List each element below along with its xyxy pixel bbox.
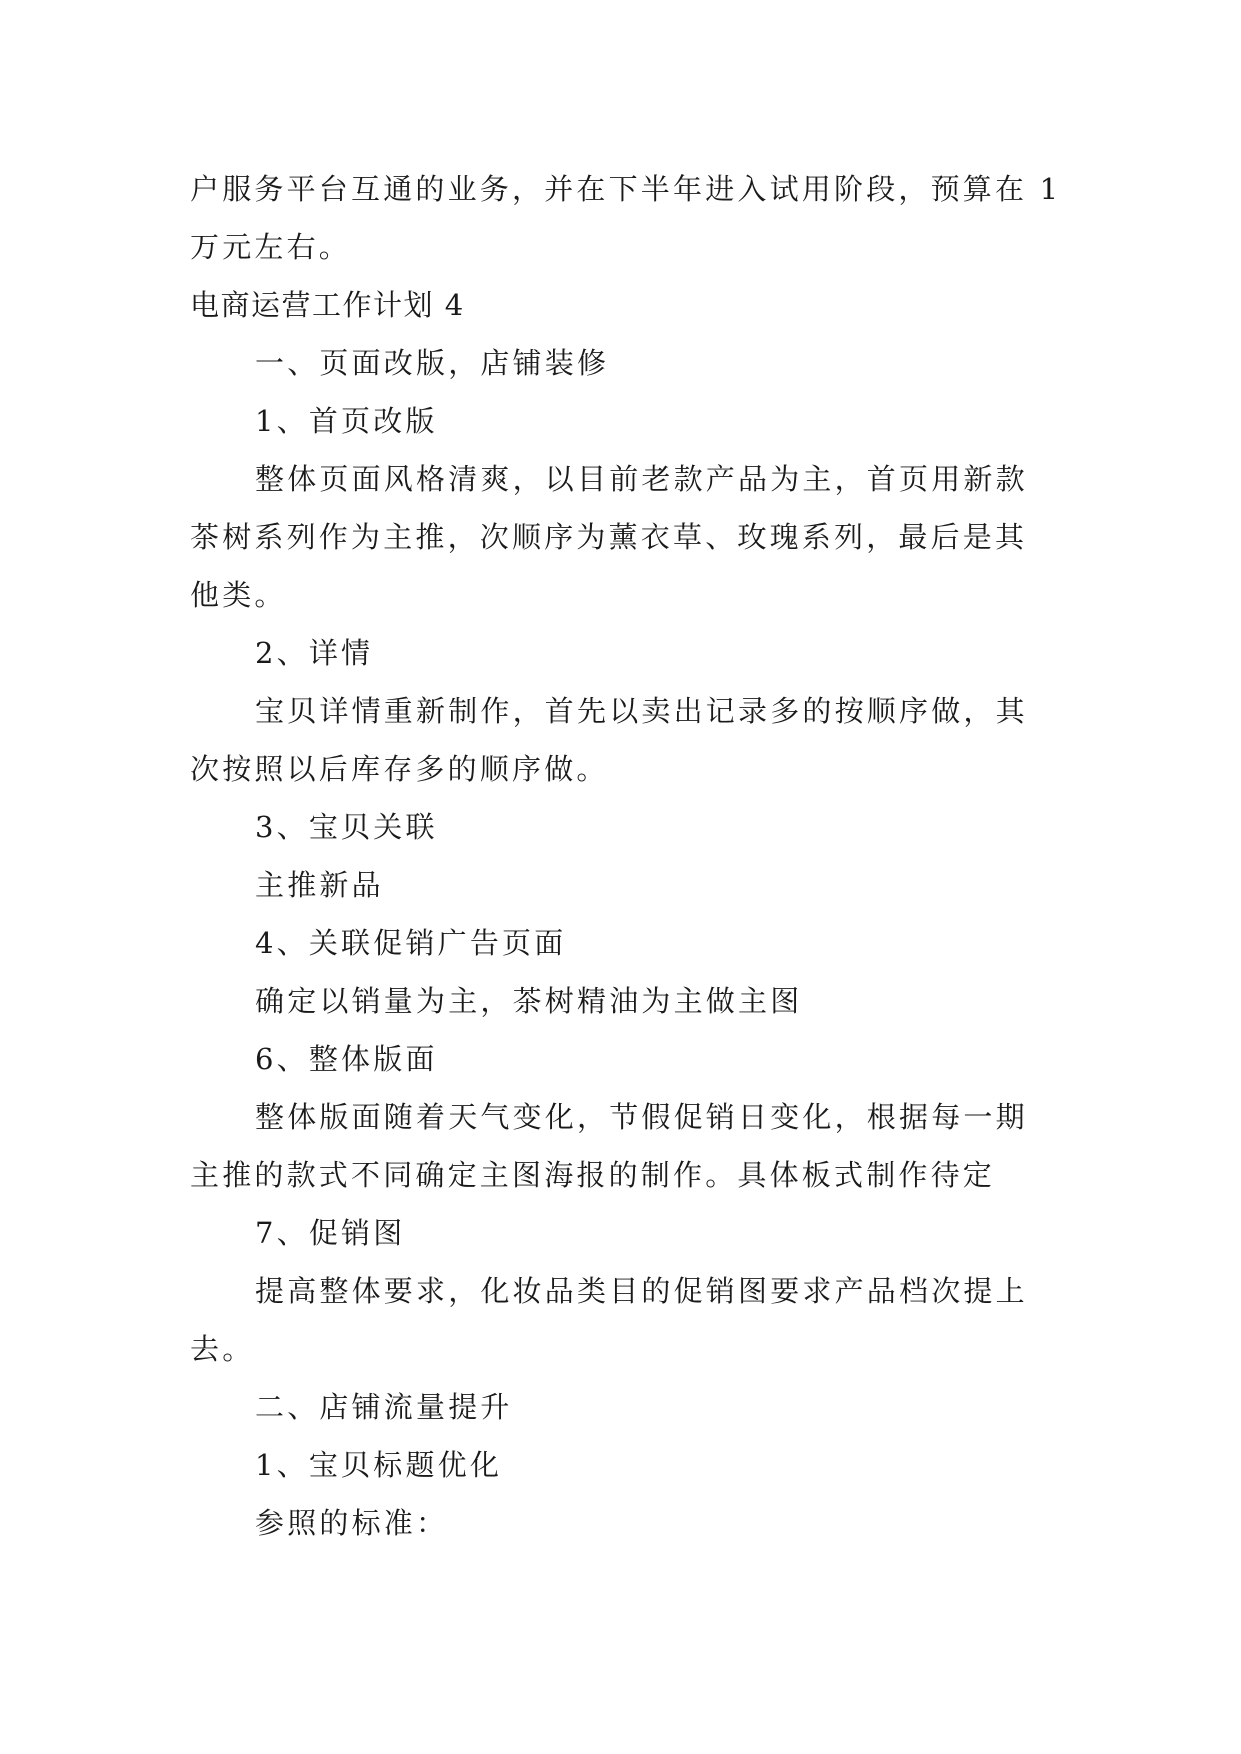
paragraph-line: 主推新品 [255, 868, 384, 902]
paragraph-continuation: 万元左右。 [190, 230, 352, 264]
heading-level-2: 1、首页改版 [255, 404, 438, 438]
section-title: 电商运营工作计划 4 [190, 288, 465, 322]
heading-level-1: 二、店铺流量提升 [255, 1390, 513, 1424]
document-body [190, 160, 1060, 1552]
heading-level-2: 7、促销图 [255, 1216, 406, 1250]
paragraph-continuation: 户服务平台互通的业务，并在下半年进入试用阶段，预算在 1 [190, 172, 1062, 206]
heading-level-1: 一、页面改版，店铺装修 [255, 346, 610, 380]
heading-level-2: 6、整体版面 [255, 1042, 438, 1076]
paragraph-line: 茶树系列作为主推，次顺序为薰衣草、玫瑰系列，最后是其 [190, 520, 1028, 554]
paragraph-line: 去。 [190, 1332, 255, 1366]
heading-level-2: 3、宝贝关联 [255, 810, 438, 844]
paragraph-line: 宝贝详情重新制作，首先以卖出记录多的按顺序做，其 [255, 694, 1028, 728]
heading-level-2: 4、关联促销广告页面 [255, 926, 567, 960]
paragraph-line: 提高整体要求，化妆品类目的促销图要求产品档次提上 [255, 1274, 1028, 1308]
paragraph-line: 确定以销量为主，茶树精油为主做主图 [255, 984, 803, 1018]
heading-level-2: 1、宝贝标题优化 [255, 1448, 503, 1482]
paragraph-line: 整体版面随着天气变化，节假促销日变化，根据每一期 [255, 1100, 1028, 1134]
paragraph-line: 参照的标准： [255, 1506, 449, 1540]
paragraph-line: 整体页面风格清爽，以目前老款产品为主，首页用新款 [255, 462, 1028, 496]
paragraph-line: 主推的款式不同确定主图海报的制作。具体板式制作待定 [190, 1158, 996, 1192]
paragraph-line: 次按照以后库存多的顺序做。 [190, 752, 609, 786]
paragraph-line: 他类。 [190, 578, 287, 612]
heading-level-2: 2、详情 [255, 636, 374, 670]
